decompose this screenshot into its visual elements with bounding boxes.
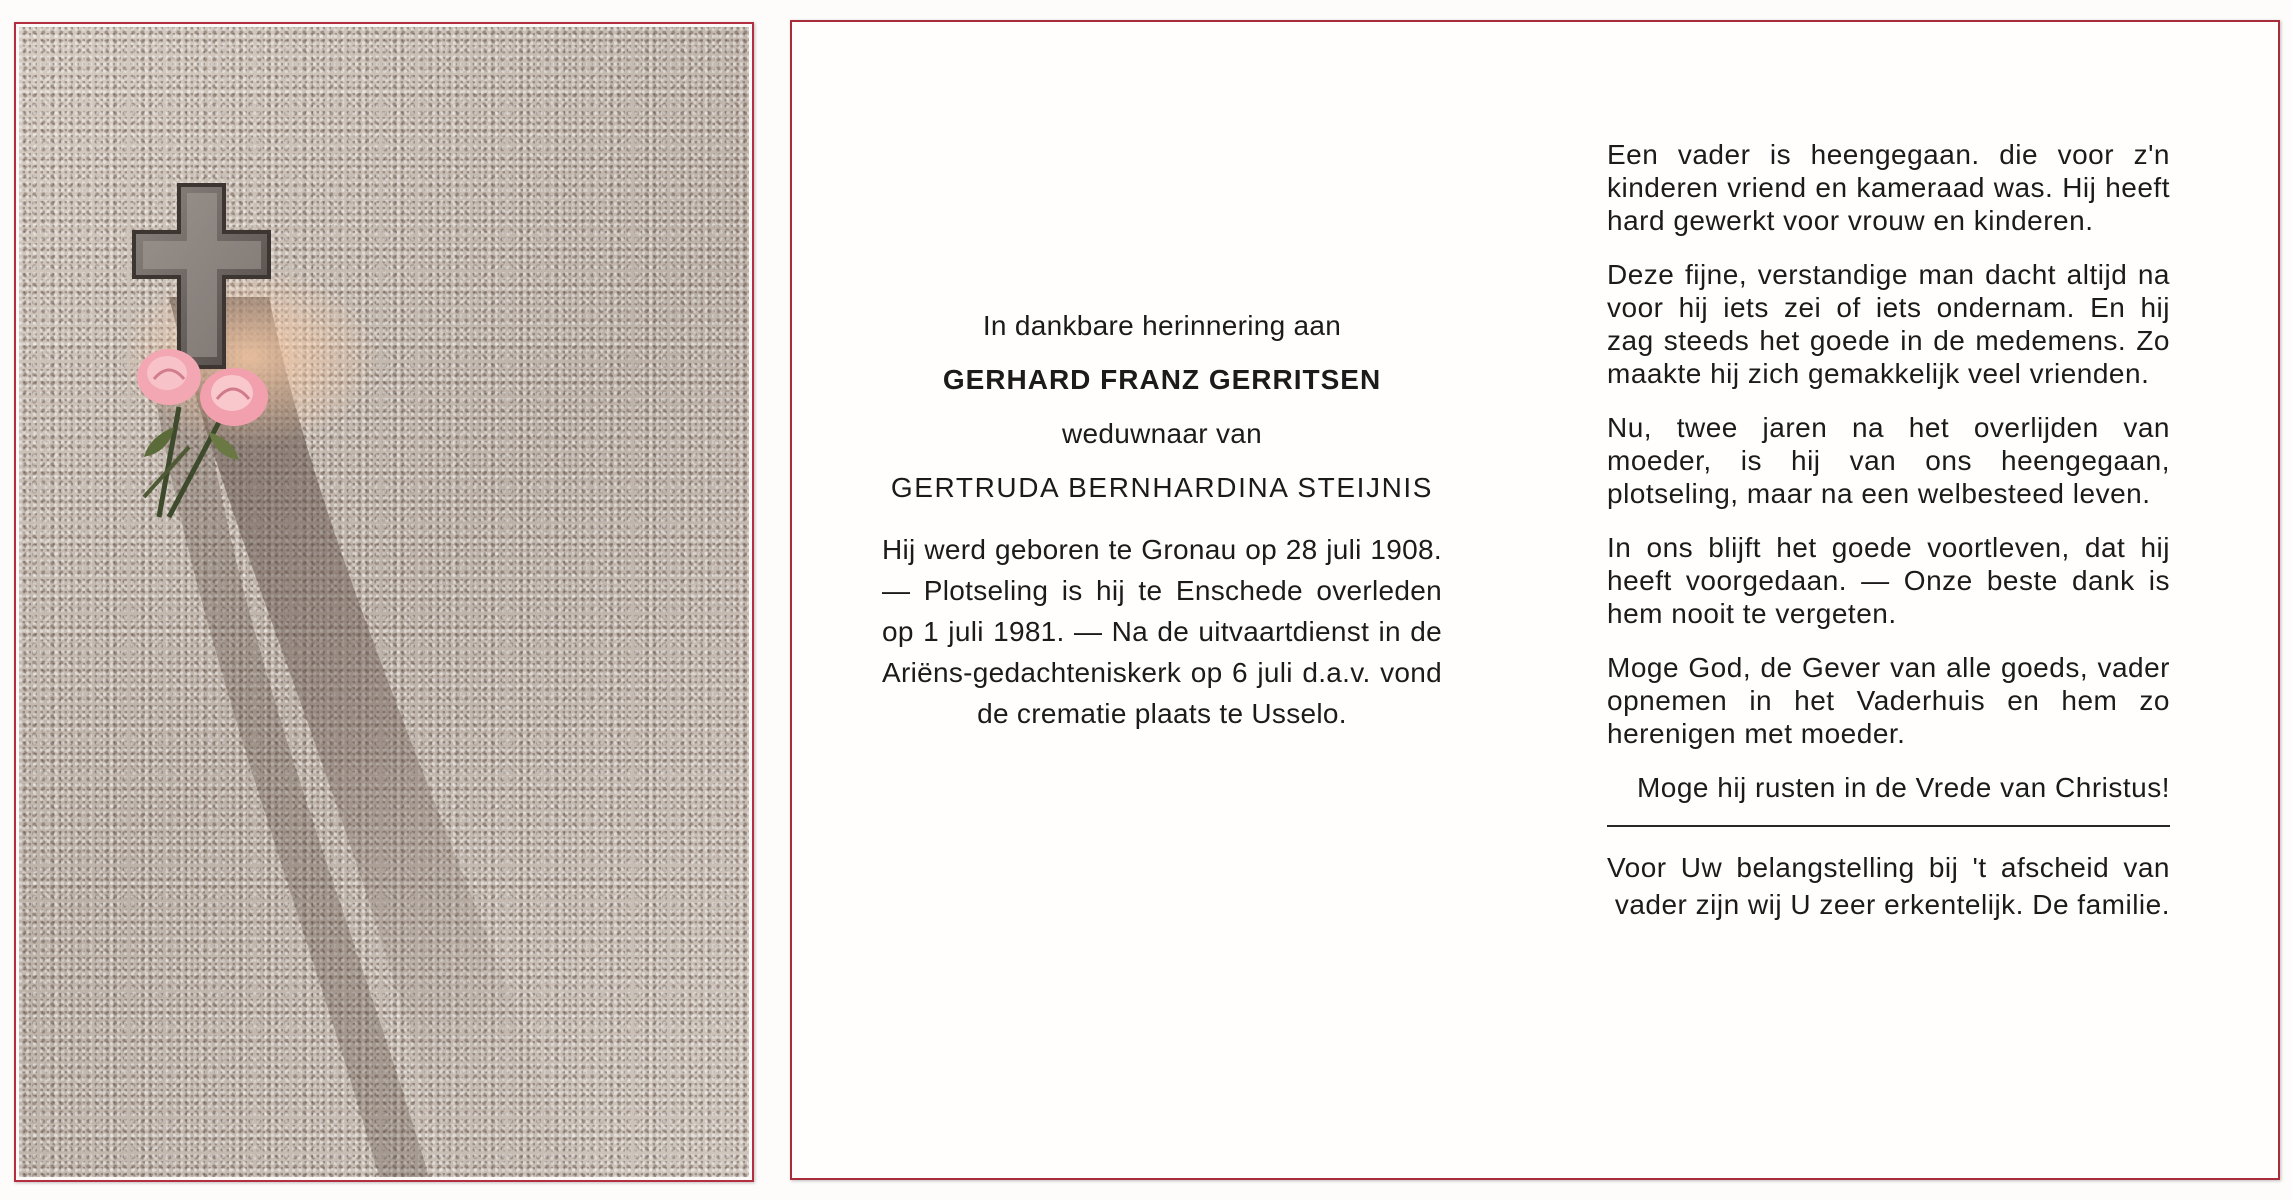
- relation-text: weduwnaar van: [1061, 418, 1263, 449]
- spouse-name: GERTRUDA BERNHARDINA STEIJNIS: [890, 472, 1434, 503]
- intro-text: In dankbare herinnering aan: [982, 310, 1342, 341]
- poem-column: [1607, 138, 2170, 923]
- poem-paragraph: Deze fijne, verstandige man dacht altijd na voor hij iets zei of iets ondernam. En hij zag steeds het goede in de medemens. Zo maakte hij zich gemakkelijk veel vrienden.: [1607, 259, 2170, 389]
- divider: [1607, 825, 2170, 827]
- poem-paragraph: In ons blijft het goede voortleven, dat hij heeft voorgedaan. — Onze beste dank is hem nooit te vergeten.: [1607, 532, 2170, 629]
- rose-icon: [137, 349, 201, 405]
- poem-paragraph: Een vader is heengegaan. die voor z'n kinderen vriend en kameraad was. Hij heeft hard gewerkt voor vrouw en kinderen.: [1607, 139, 2170, 236]
- biography-text: Hij werd geboren te Gronau op 28 juli 1908. — Plotseling is hij te Enschede overleden op 1 juli 1981. — Na de uitvaartdienst in de Ariëns-gedachteniskerk op 6 juli d.a.v. vond de crematie plaats te Usselo.: [882, 534, 1442, 729]
- poem-paragraph: Moge God, de Gever van alle goeds, vader opnemen in het Vaderhuis en hem zo herenigen met moeder.: [1607, 652, 2170, 749]
- poem-paragraph: Nu, twee jaren na het overlijden van moeder, is hij van ons heengegaan, plotseling, maar na een welbesteed leven.: [1607, 412, 2170, 509]
- memorial-details: [882, 305, 1442, 762]
- photo-card: [14, 22, 754, 1182]
- rose-icon: [200, 368, 268, 426]
- deceased-name: GERHARD FRANZ GERRITSEN: [942, 364, 1382, 395]
- poem-paragraph: Moge hij rusten in de Vrede van Christus!: [1636, 772, 2170, 803]
- memorial-photo: [19, 27, 749, 1177]
- memorial-text-card: [790, 20, 2280, 1180]
- thanks-text: Voor Uw belangstelling bij 't afscheid van vader zijn wij U zeer erkentelijk. De familie.: [1607, 852, 2170, 920]
- photo-illustration: [19, 27, 749, 1177]
